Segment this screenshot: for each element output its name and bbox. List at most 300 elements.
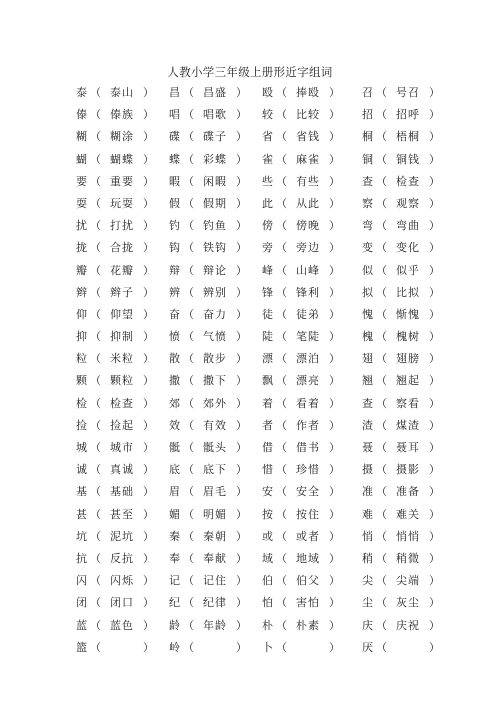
word-entry bbox=[76, 485, 154, 507]
example-word: 城市 bbox=[110, 441, 134, 454]
example-word: 假期 bbox=[203, 196, 227, 210]
open-paren: （ bbox=[376, 396, 387, 410]
close-paren: ） bbox=[429, 463, 440, 477]
example-word: 或者 bbox=[296, 529, 320, 543]
open-paren: （ bbox=[276, 241, 287, 255]
word-entry bbox=[362, 219, 440, 241]
character: 碟 bbox=[169, 130, 180, 144]
word-entry bbox=[362, 241, 440, 263]
example-word: 米粒 bbox=[110, 352, 134, 366]
close-paren: ） bbox=[236, 263, 247, 277]
character: 陡 bbox=[262, 330, 273, 344]
open-paren: （ bbox=[183, 152, 194, 166]
close-paren: ） bbox=[329, 130, 340, 144]
character: 准 bbox=[362, 485, 373, 499]
close-paren: ） bbox=[429, 618, 440, 632]
character: 伯 bbox=[262, 574, 273, 588]
word-entry bbox=[262, 352, 340, 374]
character: 抗 bbox=[76, 551, 87, 565]
example-word: 检查 bbox=[396, 174, 420, 188]
character: 怕 bbox=[262, 596, 273, 610]
character: 招 bbox=[362, 108, 373, 122]
open-paren: （ bbox=[276, 174, 287, 188]
close-paren: ） bbox=[143, 330, 154, 344]
example-word: 从此 bbox=[296, 196, 320, 210]
example-word: 骶头 bbox=[203, 441, 227, 454]
word-entry bbox=[262, 175, 340, 197]
word-row bbox=[76, 219, 440, 241]
character: 底 bbox=[169, 463, 180, 477]
open-paren: （ bbox=[276, 219, 287, 233]
open-paren: （ bbox=[183, 507, 194, 521]
word-row bbox=[76, 86, 440, 108]
example-word: 害怕 bbox=[296, 596, 320, 610]
example-word: 郊外 bbox=[203, 396, 227, 410]
example-word: 摄影 bbox=[396, 463, 420, 477]
character: 眉 bbox=[169, 485, 180, 499]
character: 摄 bbox=[362, 463, 373, 477]
example-word: 反抗 bbox=[110, 551, 134, 565]
open-paren: （ bbox=[183, 374, 194, 388]
example-word: 年龄 bbox=[203, 618, 227, 632]
word-entry bbox=[76, 419, 154, 441]
word-entry bbox=[169, 197, 247, 219]
word-entry bbox=[362, 574, 440, 596]
close-paren: ） bbox=[143, 219, 154, 233]
close-paren: ） bbox=[429, 196, 440, 210]
word-entry bbox=[169, 508, 247, 530]
word-entry bbox=[262, 308, 340, 330]
character: 些 bbox=[262, 174, 273, 188]
word-entry bbox=[362, 619, 440, 641]
example-word: 彩蝶 bbox=[203, 152, 227, 166]
word-entry bbox=[76, 530, 154, 552]
open-paren: （ bbox=[276, 574, 287, 588]
word-entry bbox=[76, 130, 154, 152]
close-paren: ） bbox=[236, 507, 247, 521]
example-word: 秦朝 bbox=[203, 529, 227, 543]
open-paren: （ bbox=[90, 330, 101, 344]
example-word: 泥坑 bbox=[110, 529, 134, 543]
example-word: 捧殴 bbox=[296, 86, 320, 99]
open-paren: （ bbox=[183, 551, 194, 565]
example-word: 弯曲 bbox=[396, 219, 420, 233]
open-paren: （ bbox=[276, 463, 287, 477]
character: 或 bbox=[262, 529, 273, 543]
close-paren: ） bbox=[429, 285, 440, 299]
word-entry bbox=[262, 86, 340, 108]
open-paren: （ bbox=[376, 285, 387, 299]
word-row bbox=[76, 618, 440, 641]
close-paren: ） bbox=[329, 196, 340, 210]
character: 庆 bbox=[362, 618, 373, 632]
open-paren: （ bbox=[276, 330, 287, 344]
word-entry bbox=[362, 330, 440, 352]
word-entry bbox=[362, 308, 440, 330]
word-row bbox=[76, 130, 440, 152]
character: 耍 bbox=[76, 196, 87, 210]
close-paren: ） bbox=[143, 174, 154, 188]
open-paren: （ bbox=[276, 551, 287, 565]
close-paren: ） bbox=[236, 374, 247, 388]
close-paren: ） bbox=[429, 485, 440, 499]
example-word: 省钱 bbox=[296, 130, 320, 144]
close-paren: ） bbox=[429, 374, 440, 388]
open-paren: （ bbox=[376, 507, 387, 521]
close-paren: ） bbox=[143, 485, 154, 499]
word-entry bbox=[76, 641, 154, 663]
close-paren: ） bbox=[429, 152, 440, 166]
close-paren: ） bbox=[236, 108, 247, 122]
close-paren: ） bbox=[143, 396, 154, 410]
open-paren: （ bbox=[376, 418, 387, 432]
close-paren: ） bbox=[143, 86, 154, 99]
open-paren: （ bbox=[376, 352, 387, 366]
character: 查 bbox=[362, 174, 373, 188]
word-entry bbox=[169, 352, 247, 374]
word-row bbox=[76, 551, 440, 574]
close-paren: ） bbox=[429, 596, 440, 610]
example-word: 抑制 bbox=[110, 330, 134, 344]
close-paren: ） bbox=[329, 551, 340, 565]
character: 散 bbox=[169, 352, 180, 366]
character: 愧 bbox=[362, 307, 373, 321]
close-paren: ） bbox=[329, 374, 340, 388]
word-entry bbox=[169, 641, 247, 663]
close-paren: ） bbox=[236, 640, 247, 654]
example-word: 察看 bbox=[396, 396, 420, 410]
close-paren: ） bbox=[329, 330, 340, 344]
close-paren: ） bbox=[236, 529, 247, 543]
open-paren: （ bbox=[183, 618, 194, 632]
open-paren: （ bbox=[376, 86, 387, 99]
word-entry bbox=[169, 286, 247, 308]
example-word: 尖端 bbox=[396, 574, 420, 588]
example-word: 梧桐 bbox=[396, 130, 420, 144]
word-entry bbox=[76, 175, 154, 197]
close-paren: ） bbox=[429, 640, 440, 654]
word-entry bbox=[262, 463, 340, 485]
word-entry bbox=[362, 596, 440, 618]
open-paren: （ bbox=[376, 152, 387, 166]
open-paren: （ bbox=[376, 130, 387, 144]
open-paren: （ bbox=[183, 441, 194, 454]
close-paren: ） bbox=[329, 596, 340, 610]
open-paren: （ bbox=[376, 574, 387, 588]
character: 城 bbox=[76, 441, 87, 454]
word-entry bbox=[362, 374, 440, 396]
open-paren: （ bbox=[376, 618, 387, 632]
character: 记 bbox=[169, 574, 180, 588]
word-entry bbox=[262, 530, 340, 552]
close-paren: ） bbox=[429, 307, 440, 321]
close-paren: ） bbox=[329, 485, 340, 499]
close-paren: ） bbox=[329, 86, 340, 99]
example-word: 基础 bbox=[110, 485, 134, 499]
example-word: 碟子 bbox=[203, 130, 227, 144]
close-paren: ） bbox=[429, 241, 440, 255]
example-word: 傣族 bbox=[110, 108, 134, 122]
example-word: 颗粒 bbox=[110, 374, 134, 388]
character: 惜 bbox=[262, 463, 273, 477]
close-paren: ） bbox=[143, 130, 154, 144]
character: 似 bbox=[362, 263, 373, 277]
character: 龄 bbox=[169, 618, 180, 632]
example-word: 合拢 bbox=[110, 241, 134, 255]
character: 岭 bbox=[169, 640, 180, 654]
word-entry bbox=[76, 441, 154, 463]
example-word: 唱歌 bbox=[203, 108, 227, 122]
open-paren: （ bbox=[276, 285, 287, 299]
open-paren: （ bbox=[90, 108, 101, 122]
word-entry bbox=[262, 641, 340, 663]
word-row bbox=[76, 196, 440, 219]
open-paren: （ bbox=[183, 529, 194, 543]
close-paren: ） bbox=[143, 307, 154, 321]
word-row bbox=[76, 374, 440, 396]
open-paren: （ bbox=[276, 86, 287, 99]
example-word: 辩论 bbox=[203, 263, 227, 277]
character: 效 bbox=[169, 418, 180, 432]
word-entry bbox=[76, 552, 154, 574]
character: 蝴 bbox=[76, 152, 87, 166]
word-entry bbox=[169, 108, 247, 130]
word-entry bbox=[169, 330, 247, 352]
character: 拟 bbox=[362, 285, 373, 299]
example-word: 闲暇 bbox=[203, 174, 227, 188]
word-entry bbox=[76, 330, 154, 352]
close-paren: ） bbox=[236, 551, 247, 565]
open-paren: （ bbox=[90, 307, 101, 321]
close-paren: ） bbox=[429, 330, 440, 344]
example-word: 比拟 bbox=[396, 285, 420, 299]
open-paren: （ bbox=[276, 418, 287, 432]
character: 傍 bbox=[262, 219, 273, 233]
close-paren: ） bbox=[429, 441, 440, 454]
word-row bbox=[76, 463, 440, 485]
example-word: 朴素 bbox=[296, 618, 320, 632]
word-row bbox=[76, 396, 440, 419]
open-paren: （ bbox=[376, 263, 387, 277]
close-paren: ） bbox=[236, 574, 247, 588]
character: 着 bbox=[262, 396, 273, 410]
close-paren: ） bbox=[236, 174, 247, 188]
close-paren: ） bbox=[429, 529, 440, 543]
open-paren: （ bbox=[183, 307, 194, 321]
example-word: 检查 bbox=[110, 396, 134, 410]
example-word: 气愤 bbox=[203, 330, 227, 344]
example-word: 漂亮 bbox=[296, 374, 320, 388]
open-paren: （ bbox=[183, 640, 194, 654]
word-entry bbox=[262, 552, 340, 574]
character: 尘 bbox=[362, 596, 373, 610]
open-paren: （ bbox=[376, 196, 387, 210]
character: 撒 bbox=[169, 374, 180, 388]
close-paren: ） bbox=[236, 152, 247, 166]
open-paren: （ bbox=[376, 463, 387, 477]
close-paren: ） bbox=[236, 196, 247, 210]
open-paren: （ bbox=[276, 352, 287, 366]
close-paren: ） bbox=[143, 463, 154, 477]
example-word: 按住 bbox=[296, 507, 320, 521]
open-paren: （ bbox=[90, 152, 101, 166]
character: 者 bbox=[262, 418, 273, 432]
close-paren: ） bbox=[236, 441, 247, 454]
word-row bbox=[76, 108, 440, 130]
open-paren: （ bbox=[183, 463, 194, 477]
example-word: 甚至 bbox=[110, 507, 134, 521]
word-entry bbox=[262, 286, 340, 308]
open-paren: （ bbox=[276, 152, 287, 166]
open-paren: （ bbox=[183, 596, 194, 610]
close-paren: ） bbox=[236, 285, 247, 299]
word-row bbox=[76, 285, 440, 308]
open-paren: （ bbox=[276, 529, 287, 543]
character: 颗 bbox=[76, 374, 87, 388]
example-word: 玩耍 bbox=[110, 196, 134, 210]
character: 奋 bbox=[169, 307, 180, 321]
open-paren: （ bbox=[376, 551, 387, 565]
character: 媚 bbox=[169, 507, 180, 521]
word-row bbox=[76, 574, 440, 596]
open-paren: （ bbox=[90, 396, 101, 410]
open-paren: （ bbox=[276, 507, 287, 521]
word-entry bbox=[362, 552, 440, 574]
word-entry bbox=[362, 264, 440, 286]
open-paren: （ bbox=[90, 86, 101, 99]
character: 昌 bbox=[169, 86, 180, 99]
word-entry bbox=[76, 86, 154, 108]
example-word: 槐树 bbox=[396, 330, 420, 344]
close-paren: ） bbox=[329, 174, 340, 188]
close-paren: ） bbox=[329, 618, 340, 632]
word-entry bbox=[76, 352, 154, 374]
character: 闪 bbox=[76, 574, 87, 588]
open-paren: （ bbox=[276, 374, 287, 388]
word-row bbox=[76, 485, 440, 507]
close-paren: ） bbox=[236, 396, 247, 410]
word-entry bbox=[362, 485, 440, 507]
close-paren: ） bbox=[236, 130, 247, 144]
character: 纪 bbox=[169, 596, 180, 610]
character: 辩 bbox=[169, 263, 180, 277]
close-paren: ） bbox=[329, 441, 340, 454]
character: 厌 bbox=[362, 640, 373, 654]
example-word: 有些 bbox=[296, 174, 320, 188]
close-paren: ） bbox=[236, 485, 247, 499]
word-entry bbox=[362, 441, 440, 463]
example-word: 铜钱 bbox=[396, 152, 420, 166]
close-paren: ） bbox=[143, 618, 154, 632]
word-entry bbox=[262, 419, 340, 441]
example-word: 仰望 bbox=[110, 307, 134, 321]
open-paren: （ bbox=[183, 574, 194, 588]
word-entry bbox=[76, 619, 154, 641]
word-entry bbox=[169, 153, 247, 175]
open-paren: （ bbox=[90, 529, 101, 543]
close-paren: ） bbox=[429, 418, 440, 432]
example-word: 变化 bbox=[396, 241, 420, 255]
close-paren: ） bbox=[429, 86, 440, 99]
character: 铜 bbox=[362, 152, 373, 166]
character: 飘 bbox=[262, 374, 273, 388]
open-paren: （ bbox=[276, 396, 287, 410]
character: 桐 bbox=[362, 130, 373, 144]
close-paren: ） bbox=[143, 108, 154, 122]
character: 察 bbox=[362, 196, 373, 210]
close-paren: ） bbox=[329, 241, 340, 255]
character: 捡 bbox=[76, 418, 87, 432]
character: 拢 bbox=[76, 241, 87, 255]
close-paren: ） bbox=[429, 551, 440, 565]
close-paren: ） bbox=[429, 507, 440, 521]
open-paren: （ bbox=[276, 441, 287, 454]
word-entry bbox=[262, 108, 340, 130]
open-paren: （ bbox=[183, 418, 194, 432]
close-paren: ） bbox=[329, 507, 340, 521]
word-row bbox=[76, 529, 440, 552]
word-row bbox=[76, 352, 440, 374]
character: 秦 bbox=[169, 529, 180, 543]
word-entry bbox=[76, 374, 154, 396]
word-entry bbox=[362, 641, 440, 663]
close-paren: ） bbox=[329, 152, 340, 166]
close-paren: ） bbox=[236, 418, 247, 432]
close-paren: ） bbox=[329, 108, 340, 122]
word-entry bbox=[362, 130, 440, 152]
close-paren: ） bbox=[429, 263, 440, 277]
open-paren: （ bbox=[276, 307, 287, 321]
close-paren: ） bbox=[236, 352, 247, 366]
example-word: 号召 bbox=[396, 86, 420, 99]
character: 粒 bbox=[76, 352, 87, 366]
word-entry bbox=[76, 241, 154, 263]
character: 较 bbox=[262, 108, 273, 122]
open-paren: （ bbox=[183, 330, 194, 344]
character: 尖 bbox=[362, 574, 373, 588]
example-word: 记住 bbox=[203, 574, 227, 588]
word-entry bbox=[76, 264, 154, 286]
open-paren: （ bbox=[183, 196, 194, 210]
word-row bbox=[76, 507, 440, 530]
word-entry bbox=[76, 308, 154, 330]
example-word: 招呼 bbox=[396, 108, 420, 122]
word-entry bbox=[169, 308, 247, 330]
open-paren: （ bbox=[90, 640, 101, 654]
example-word: 地域 bbox=[296, 551, 320, 565]
example-word: 借书 bbox=[296, 441, 320, 454]
word-entry bbox=[262, 264, 340, 286]
character: 锋 bbox=[262, 285, 273, 299]
example-word: 奋力 bbox=[203, 307, 227, 321]
word-entry bbox=[169, 397, 247, 419]
close-paren: ） bbox=[236, 86, 247, 99]
example-word: 悄悄 bbox=[396, 529, 420, 543]
word-entry bbox=[262, 596, 340, 618]
word-row bbox=[76, 640, 440, 663]
example-word: 准备 bbox=[396, 485, 420, 499]
close-paren: ） bbox=[143, 574, 154, 588]
word-entry bbox=[76, 508, 154, 530]
word-entry bbox=[169, 485, 247, 507]
open-paren: （ bbox=[90, 596, 101, 610]
character: 借 bbox=[262, 441, 273, 454]
word-entry bbox=[169, 241, 247, 263]
close-paren: ） bbox=[329, 263, 340, 277]
example-word: 徒弟 bbox=[296, 307, 320, 321]
character: 蓝 bbox=[76, 618, 87, 632]
close-paren: ） bbox=[429, 352, 440, 366]
